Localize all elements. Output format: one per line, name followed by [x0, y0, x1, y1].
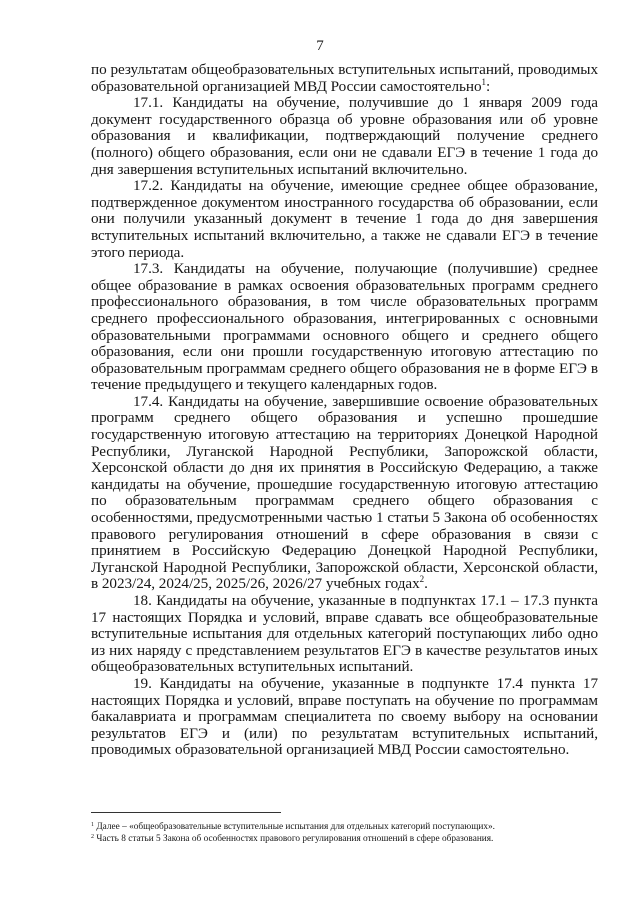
paragraph-17-3: 17.3. Кандидаты на обучение, получающие (получившие) среднее общее образование в рамках освоения образовательных программ среднего профессионального образования, в том числе образовательных программ среднего профессионального образования, интегрированных с основными образовательными программами основного общего и среднего общего образования, если они прошли государственную итоговую аттестацию по образовательным программам среднего общего образования не в форме ЕГЭ в течение предыдущего и текущего календарных годов.: [91, 260, 598, 394]
paragraph-19: 19. Кандидаты на обучение, указанные в подпункте 17.4 пункта 17 настоящих Порядка и условий, вправе поступать на обучение по программам бакалавриата и программам специалитета по своему выбору на основании результатов ЕГЭ и (или) по результатам вступительных испытаний, проводимых образовательной организацией МВД России самостоятельно.: [91, 674, 598, 759]
paragraph-17-1: 17.1. Кандидаты на обучение, получившие до 1 января 2009 года документ государственного образца об уровне образования или об уровне образования и квалификации, подтверждающий получение среднего (полного) общего образования, если они не сдавали ЕГЭ в течение 1 года до дня завершения вступительных испытаний включительно.: [91, 94, 598, 178]
paragraph-17-4: 17.4. Кандидаты на обучение, завершившие освоение образовательных программ среднего общего образования и успешно прошедшие государственную итоговую аттестацию на территориях Донецкой Народной Республики, Луганской Народной Республики, Запорожской области, Херсонской области до дня их принятия в Российскую Федерацию, а также кандидаты на обучение, прошедшие государственную итоговую аттестацию по образовательным программам среднего общего образования с особенностями, предусмотренными частью 1 статьи 5 Закона об особенностях правового регулирования отношений в сфере образования в связи с принятием в Российскую Федерацию Донецкой Народной Республики, Луганской Народной Республики, Запорожской области, Херсонской области, в 2023/24, 2024/25, 2025/26, 2026/27 учебных годах$^2$.: [91, 392, 598, 593]
footnotes: [91, 821, 598, 845]
page-number: 7: [316, 38, 324, 54]
footnote-2: $^2$ Часть 8 статьи 5 Закона об особенностях правового регулирования отношений в сфере образования.: [91, 834, 494, 844]
footnote-ref-2: 2: [419, 574, 425, 585]
paragraph-17-2: 17.2. Кандидаты на обучение, имеющие среднее общее образование, подтвержденное документом иностранного государства об образовании, если они получили указанный документ в течение 1 года до дня завершения вступительных испытаний включительно, а также не сдавали ЕГЭ в течение этого периода.: [91, 177, 598, 261]
footnote-1: $^1$ Далее – «общеобразовательные вступительные испытания для отдельных категорий поступающих».: [91, 822, 495, 832]
body-text: [91, 62, 598, 759]
footnote-ref-1: 1: [481, 76, 486, 87]
paragraph-18: 18. Кандидаты на обучение, указанные в подпунктах 17.1 – 17.3 пункта 17 настоящих Порядка и условий, вправе сдавать все общеобразовательные вступительные испытания для отдельных категорий поступающих либо одно из них наряду с представлением результатов ЕГЭ в качестве результатов иных общеобразовательных вступительных испытаний.: [91, 592, 598, 676]
paragraph-continuation: по результатам общеобразовательных вступительных испытаний, проводимых образовательной организацией МВД России самостоятельно$^1$:: [91, 61, 598, 95]
footnote-divider: [91, 812, 281, 813]
